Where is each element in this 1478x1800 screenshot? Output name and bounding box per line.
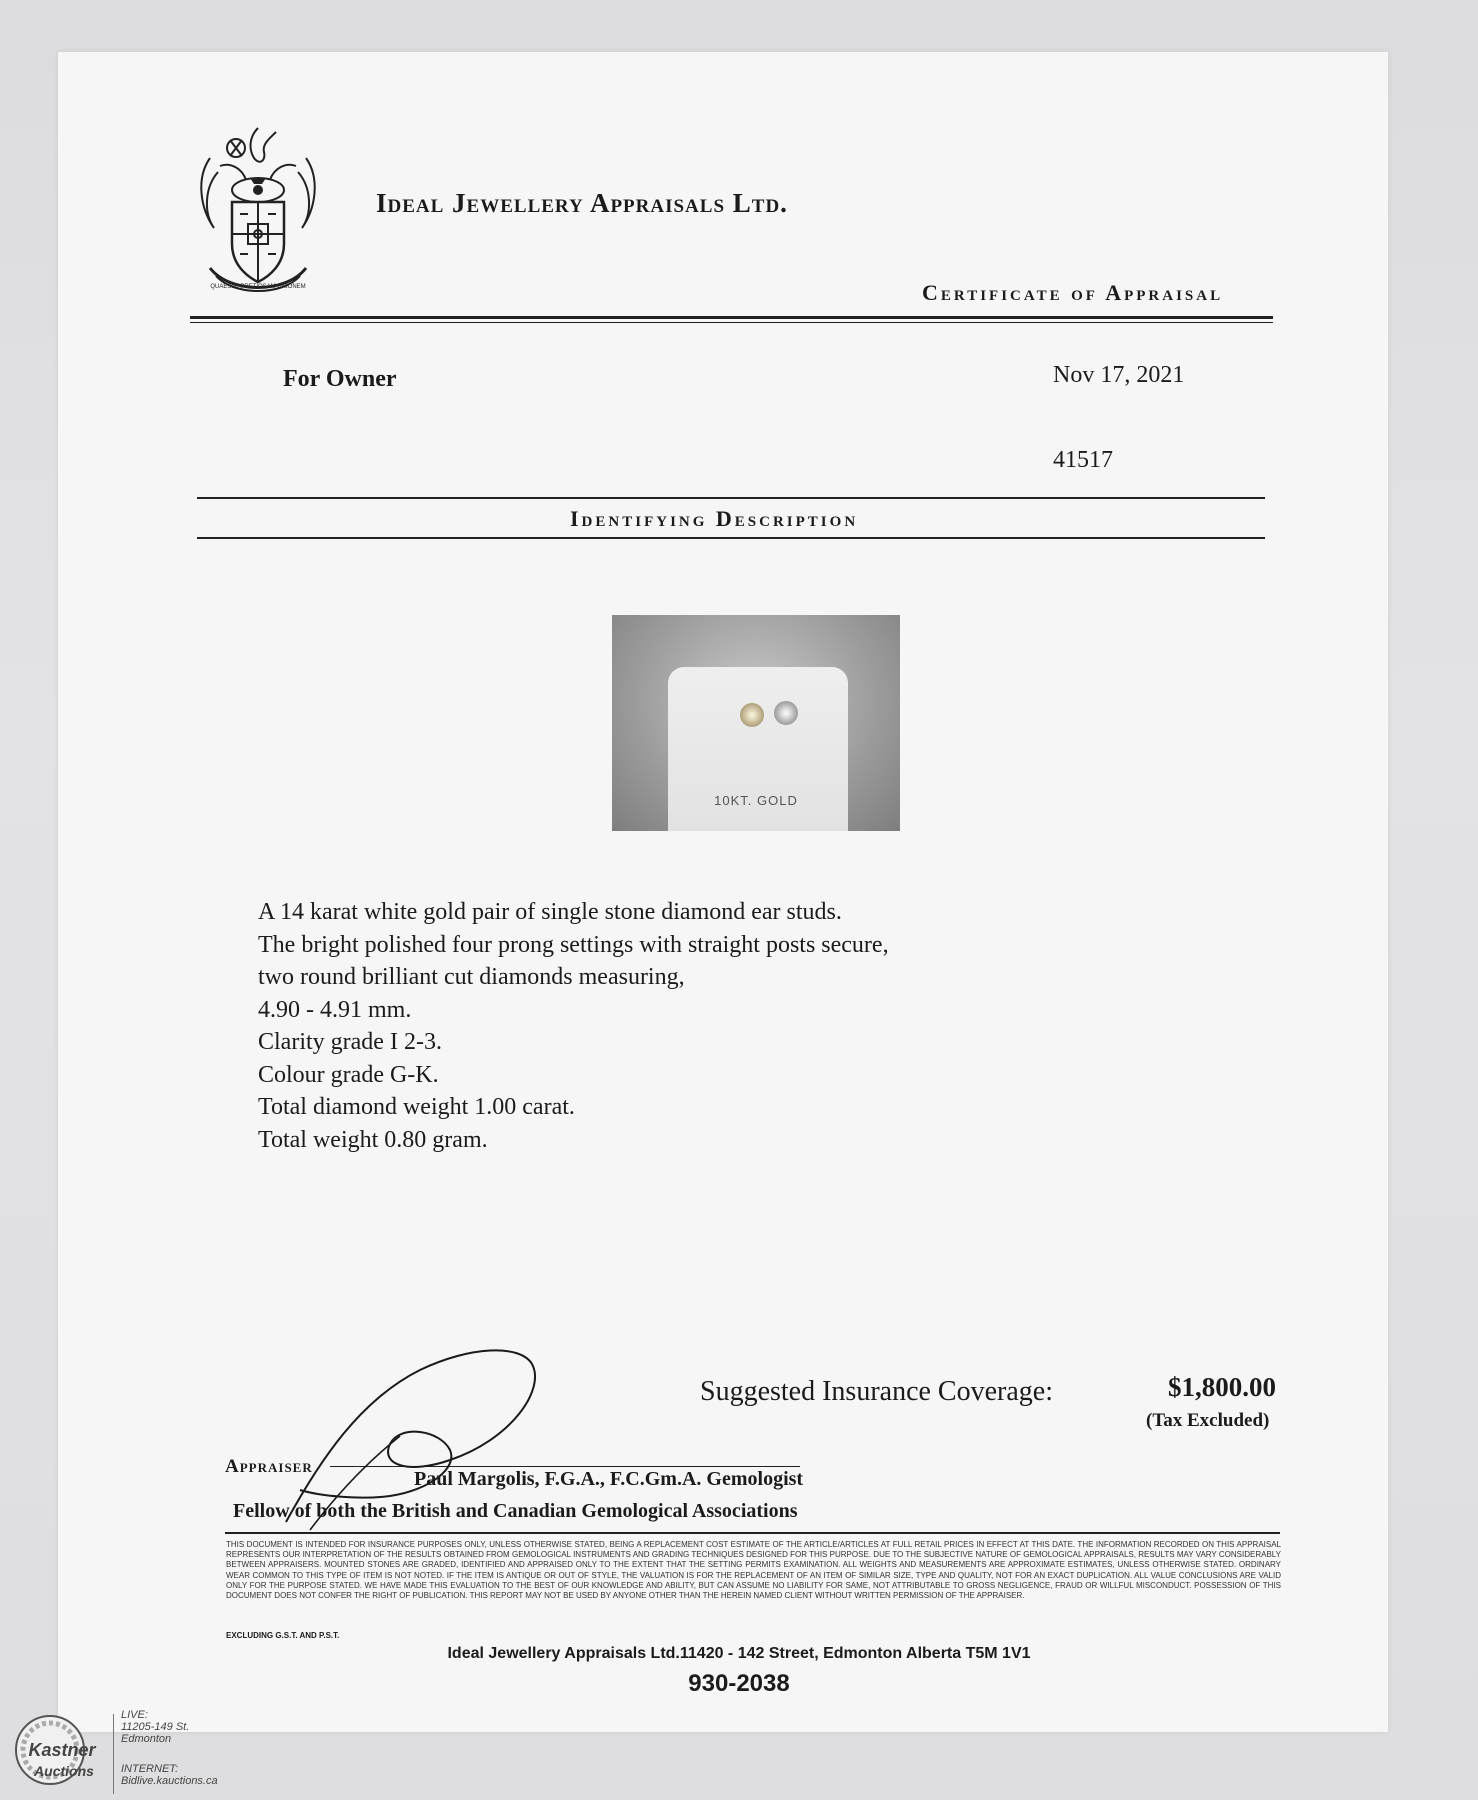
- watermark-live-address: 11205-149 St.: [121, 1721, 190, 1733]
- disclaimer-text: THIS DOCUMENT IS INTENDED FOR INSURANCE PURPOSES ONLY, UNLESS OTHERWISE STATED, BEING A REPLACEMENT COST ESTIMATE OF THE ARTICLE/ARTICLES AT FULL RETAIL PRICES IN EFFECT AT THIS DATE. THE INFORMATION RECORDED ON THIS APPRAISAL REPRESENTS OUR INTERPRETATION OF THE RESULTS OBTAINED FROM GEMOLOGICAL INSTRUMENTS AND GRADING TECHNIQUES DESIGNED FOR THIS PURPOSE. DUE TO THE SUBJECTIVE NATURE OF GEMOLOGICAL APPRAISALS, RESULTS MAY VARY CONSIDERABLY BETWEEN APPRAISERS. MOUNTED STONES ARE GRADED, IDENTIFIED AND APPRAISED ONLY TO THE EXTENT THAT THE SETTING PERMITS EXAMINATION. ALL WEIGHTS AND MEASUREMENTS ARE APPROXIMATE ESTIMATES, UNLESS OTHERWISE STATED. ORDINARY WEAR COMMON TO THIS TYPE OF ITEM IS NOT NOTED. IF THE ITEM IS ANTIQUE OR OUT OF STYLE, THE VALUATION IS FOR THE REPLACEMENT OF AN ITEM OF SIMILAR SIZE, TYPE AND QUALITY, NOT FOR AN EXACT DUPLICATION. ALL VALUE CONCLUSIONS ARE VALID ONLY FOR THE PURPOSE STATED. WE HAVE MADE THIS EVALUATION TO THE BEST OF OUR KNOWLEDGE AND ABILITY, BUT CAN ASSUME NO LIABILITY FOR SAME, NOT ATTRIBUTABLE TO GROSS NEGLIGENCE, FRAUD OR WILLFUL MISCONDUCT. POSSESSION OF THIS DOCUMENT DOES NOT CONFER THE RIGHT OF PUBLICATION. THIS REPORT MAY NOT BE USED BY ANYONE OTHER THAN THE HEREIN NAMED CLIENT WITHOUT WRITTEN PERMISSION OF THE APPRAISER.: [226, 1540, 1281, 1601]
- certificate-title: Certificate of Appraisal: [922, 280, 1224, 305]
- section-rule-bottom: [197, 537, 1265, 539]
- description-line: Clarity grade I 2-3.: [258, 1029, 442, 1055]
- watermark-divider: [113, 1714, 114, 1794]
- description-line: Total weight 0.80 gram.: [258, 1126, 488, 1153]
- description-line: The bright polished four prong settings with straight posts secure,: [258, 931, 889, 958]
- watermark-live-label: LIVE:: [121, 1709, 148, 1721]
- appraiser-fellowship: Fellow of both the British and Canadian Gemological Associations: [233, 1500, 798, 1522]
- card-label: 10KT. GOLD: [714, 793, 798, 808]
- watermark-internet-label: INTERNET:: [121, 1763, 179, 1775]
- tax-note: (Tax Excluded): [1146, 1410, 1270, 1431]
- appraiser-label: Appraiser: [225, 1456, 313, 1477]
- logo-text-top: Kastner: [28, 1740, 96, 1760]
- appraiser-name: Paul Margolis, F.G.A., F.C.Gm.A. Gemologist: [414, 1468, 804, 1490]
- section-title: Identifying Description: [570, 506, 859, 531]
- description-line: A 14 karat white gold pair of single stone diamond ear studs.: [258, 899, 842, 925]
- kastner-auctions-logo: [6, 1710, 110, 1794]
- description-line: Total diamond weight 1.00 carat.: [258, 1094, 575, 1120]
- description-line: two round brilliant cut diamonds measuring,: [258, 964, 685, 990]
- tax-exclusion-note: EXCLUDING G.S.T. AND P.S.T.: [226, 1631, 340, 1640]
- watermark-internet-url: Bidlive.kauctions.ca: [121, 1775, 218, 1787]
- description-line: Colour grade G-K.: [258, 1061, 439, 1088]
- header-rule-thin: [190, 322, 1273, 323]
- appraisal-date: Nov 17, 2021: [1053, 362, 1185, 388]
- coverage-amount: $1,800.00: [1168, 1372, 1276, 1402]
- watermark-live-city: Edmonton: [121, 1733, 172, 1745]
- section-rule-top: [197, 497, 1265, 499]
- footer-address: Ideal Jewellery Appraisals Ltd.11420 - 142 Street, Edmonton Alberta T5M 1V1: [447, 1645, 1031, 1662]
- appraisal-number: 41517: [1053, 447, 1113, 473]
- diamond-stud-right: [774, 701, 798, 725]
- footer-phone: 930-2038: [688, 1670, 790, 1697]
- recipient-label: For Owner: [283, 366, 397, 392]
- company-name: Ideal Jewellery Appraisals Ltd.: [376, 188, 788, 218]
- logo-text-bottom: Auctions: [34, 1763, 94, 1779]
- description-line: 4.90 - 4.91 mm.: [258, 996, 412, 1023]
- coverage-label: Suggested Insurance Coverage:: [700, 1376, 1053, 1407]
- crest-motto: QUAESIVI PRETIOSAM UNIONEM: [210, 284, 306, 290]
- coat-of-arms-crest: [190, 118, 326, 300]
- item-description: [258, 896, 889, 1156]
- disclaimer-rule: [225, 1532, 1280, 1534]
- earring-photo: [612, 615, 900, 831]
- diamond-stud-left: [740, 703, 764, 727]
- header-rule-thick: [190, 316, 1273, 319]
